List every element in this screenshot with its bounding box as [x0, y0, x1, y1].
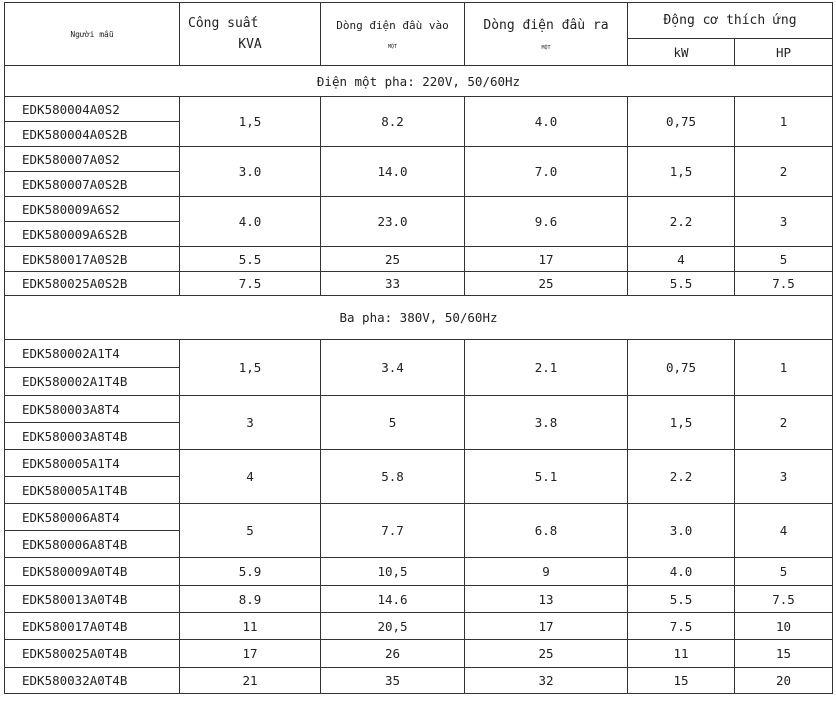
section-title-three-phase: Ba pha: 380V, 50/60Hz	[5, 296, 833, 340]
input-current-cell: 26	[321, 640, 465, 668]
model-cell: EDK580009A6S2	[5, 197, 180, 222]
kw-cell: 4.0	[628, 558, 735, 586]
header-power-label: Công suất	[188, 16, 259, 31]
output-current-cell: 9.6	[465, 197, 628, 247]
output-current-cell: 7.0	[465, 147, 628, 197]
kw-cell: 3.0	[628, 504, 735, 558]
output-current-cell: 13	[465, 586, 628, 613]
output-current-cell: 5.1	[465, 450, 628, 504]
model-cell: EDK580004A0S2	[5, 97, 180, 122]
input-current-cell: 8.2	[321, 97, 465, 147]
kva-cell: 7.5	[180, 272, 321, 296]
kw-cell: 0,75	[628, 340, 735, 396]
model-cell: EDK580032A0T4B	[5, 668, 180, 694]
hp-cell: 1	[735, 97, 833, 147]
input-current-cell: 35	[321, 668, 465, 694]
input-current-cell: 5	[321, 396, 465, 450]
header-output-unit: MỘT	[541, 44, 551, 51]
kva-cell: 4	[180, 450, 321, 504]
kw-cell: 2.2	[628, 450, 735, 504]
model-cell: EDK580006A8T4	[5, 504, 180, 531]
kw-cell: 5.5	[628, 272, 735, 296]
model-cell: EDK580025A0S2B	[5, 272, 180, 296]
kw-cell: 1,5	[628, 147, 735, 197]
kva-cell: 5.9	[180, 558, 321, 586]
model-cell: EDK580017A0S2B	[5, 247, 180, 272]
kva-cell: 8.9	[180, 586, 321, 613]
kw-cell: 7.5	[628, 613, 735, 640]
header-model: Người mẫu	[5, 3, 180, 66]
kw-cell: 11	[628, 640, 735, 668]
output-current-cell: 3.8	[465, 396, 628, 450]
model-cell: EDK580017A0T4B	[5, 613, 180, 640]
model-cell: EDK580009A6S2B	[5, 222, 180, 247]
output-current-cell: 17	[465, 247, 628, 272]
kva-cell: 5.5	[180, 247, 321, 272]
model-cell: EDK580004A0S2B	[5, 122, 180, 147]
kva-cell: 3	[180, 396, 321, 450]
section-title-single-phase: Điện một pha: 220V, 50/60Hz	[5, 66, 833, 97]
output-current-cell: 25	[465, 640, 628, 668]
header-input-current	[321, 3, 465, 66]
hp-cell: 20	[735, 668, 833, 694]
input-current-cell: 33	[321, 272, 465, 296]
header-output-current	[465, 3, 628, 66]
hp-cell: 7.5	[735, 586, 833, 613]
hp-cell: 2	[735, 396, 833, 450]
input-current-cell: 10,5	[321, 558, 465, 586]
kva-cell: 5	[180, 504, 321, 558]
kw-cell: 1,5	[628, 396, 735, 450]
kva-cell: 21	[180, 668, 321, 694]
kva-cell: 17	[180, 640, 321, 668]
header-input-unit: MỘT	[387, 43, 398, 50]
output-current-cell: 4.0	[465, 97, 628, 147]
model-cell: EDK580013A0T4B	[5, 586, 180, 613]
output-current-cell: 6.8	[465, 504, 628, 558]
hp-cell: 10	[735, 613, 833, 640]
model-cell: EDK580002A1T4B	[5, 368, 180, 396]
input-current-cell: 5.8	[321, 450, 465, 504]
output-current-cell: 17	[465, 613, 628, 640]
kw-cell: 2.2	[628, 197, 735, 247]
model-cell: EDK580003A8T4	[5, 396, 180, 423]
kva-cell: 3.0	[180, 147, 321, 197]
hp-cell: 3	[735, 450, 833, 504]
hp-cell: 5	[735, 558, 833, 586]
model-cell: EDK580003A8T4B	[5, 423, 180, 450]
input-current-cell: 23.0	[321, 197, 465, 247]
output-current-cell: 2.1	[465, 340, 628, 396]
header-kw: kW	[628, 39, 735, 66]
input-current-cell: 20,5	[321, 613, 465, 640]
header-power	[180, 3, 321, 66]
kw-cell: 15	[628, 668, 735, 694]
hp-cell: 5	[735, 247, 833, 272]
kva-cell: 4.0	[180, 197, 321, 247]
hp-cell: 3	[735, 197, 833, 247]
output-current-cell: 9	[465, 558, 628, 586]
hp-cell: 7.5	[735, 272, 833, 296]
hp-cell: 1	[735, 340, 833, 396]
input-current-cell: 7.7	[321, 504, 465, 558]
header-input-label: Dòng điện đầu vào	[336, 18, 449, 32]
model-cell: EDK580005A1T4B	[5, 477, 180, 504]
kw-cell: 0,75	[628, 97, 735, 147]
header-motor: Động cơ thích ứng	[628, 3, 833, 39]
kva-cell: 11	[180, 613, 321, 640]
model-cell: EDK580025A0T4B	[5, 640, 180, 668]
output-current-cell: 25	[465, 272, 628, 296]
kw-cell: 5.5	[628, 586, 735, 613]
input-current-cell: 14.0	[321, 147, 465, 197]
model-cell: EDK580007A0S2B	[5, 172, 180, 197]
spec-table	[4, 2, 833, 694]
model-cell: EDK580007A0S2	[5, 147, 180, 172]
input-current-cell: 3.4	[321, 340, 465, 396]
model-cell: EDK580005A1T4	[5, 450, 180, 477]
input-current-cell: 14.6	[321, 586, 465, 613]
output-current-cell: 32	[465, 668, 628, 694]
hp-cell: 2	[735, 147, 833, 197]
model-cell: EDK580002A1T4	[5, 340, 180, 368]
model-cell: EDK580006A8T4B	[5, 531, 180, 558]
hp-cell: 15	[735, 640, 833, 668]
header-output-label: Dòng điện đầu ra	[483, 17, 609, 33]
input-current-cell: 25	[321, 247, 465, 272]
kva-cell: 1,5	[180, 340, 321, 396]
header-hp: HP	[735, 39, 833, 66]
kva-cell: 1,5	[180, 97, 321, 147]
kw-cell: 4	[628, 247, 735, 272]
hp-cell: 4	[735, 504, 833, 558]
model-cell: EDK580009A0T4B	[5, 558, 180, 586]
header-power-unit: KVA	[238, 37, 262, 52]
